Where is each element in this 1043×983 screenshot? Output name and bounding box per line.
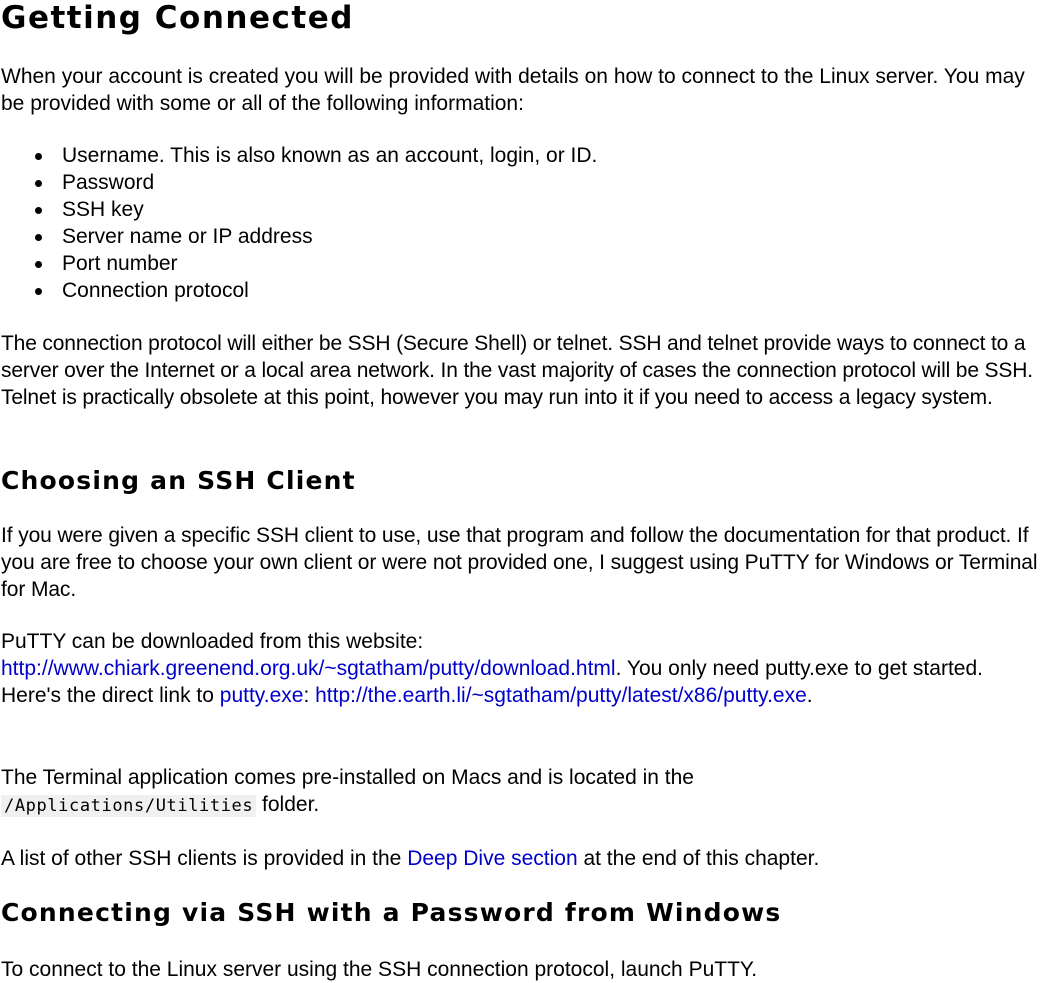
putty-direct-link[interactable]: http://the.earth.li/~sgtatham/putty/latest/x86/putty.exe [315,684,807,707]
putty-download-link[interactable]: http://www.chiark.greenend.org.uk/~sgtatham/putty/download.html [1,657,616,680]
putty-text-1: PuTTY can be downloaded from this website: [1,630,424,653]
putty-text-3: : [303,684,316,707]
list-item: Username. This is also known as an account, login, or ID. [62,142,1043,169]
other-clients-text-2: at the end of this chapter. [577,847,820,870]
heading-connecting-windows: Connecting via SSH with a Password from Windows [1,898,782,927]
list-item: Port number [62,250,1043,277]
heading-choosing-ssh-client: Choosing an SSH Client [1,466,356,495]
other-clients-text-1: A list of other SSH clients is provided in the [1,847,408,870]
deep-dive-link[interactable]: Deep Dive section [407,847,578,870]
putty-text-4: . [806,684,813,707]
heading-getting-connected: Getting Connected [1,0,354,36]
putty-paragraph [1,628,1031,709]
other-clients-paragraph [1,845,1043,872]
protocol-paragraph: The connection protocol will either be SSH (Secure Shell) or telnet. SSH and telnet provide ways to connect to a server over the Internet or a local area network. In the vast majority of cases the connection protocol will be SSH. Telnet is practically obsolete at this point, however you may run into it if you need to access a legacy system. [1,332,1033,409]
terminal-text-1: The Terminal application comes pre-installed on Macs and is located in the [1,766,694,789]
list-item: Connection protocol [62,277,1043,304]
list-item: Password [62,169,1043,196]
intro-paragraph: When your account is created you will be provided with details on how to connect to the Linux server. You may be provided with some or all of the following information: [1,65,1025,115]
applications-utilities-path: /Applications/Utilities [1,795,256,817]
choosing-paragraph: If you were given a specific SSH client to use, use that program and follow the documentation for that product. If you are free to choose your own client or were not provided one, I suggest using PuTTY for Windows or Terminal for Mac. [1,524,1038,601]
info-list [1,142,1043,304]
putty-exe-link[interactable]: putty.exe [219,684,304,707]
connecting-paragraph: To connect to the Linux server using the SSH connection protocol, launch PuTTY. [1,958,758,981]
terminal-paragraph [1,764,851,820]
putty-text-2: . You only need putty.exe to get started. Here's the direct link to [1,657,983,707]
list-item: Server name or IP address [62,223,1043,250]
list-item: SSH key [62,196,1043,223]
terminal-text-2: folder. [256,793,320,816]
